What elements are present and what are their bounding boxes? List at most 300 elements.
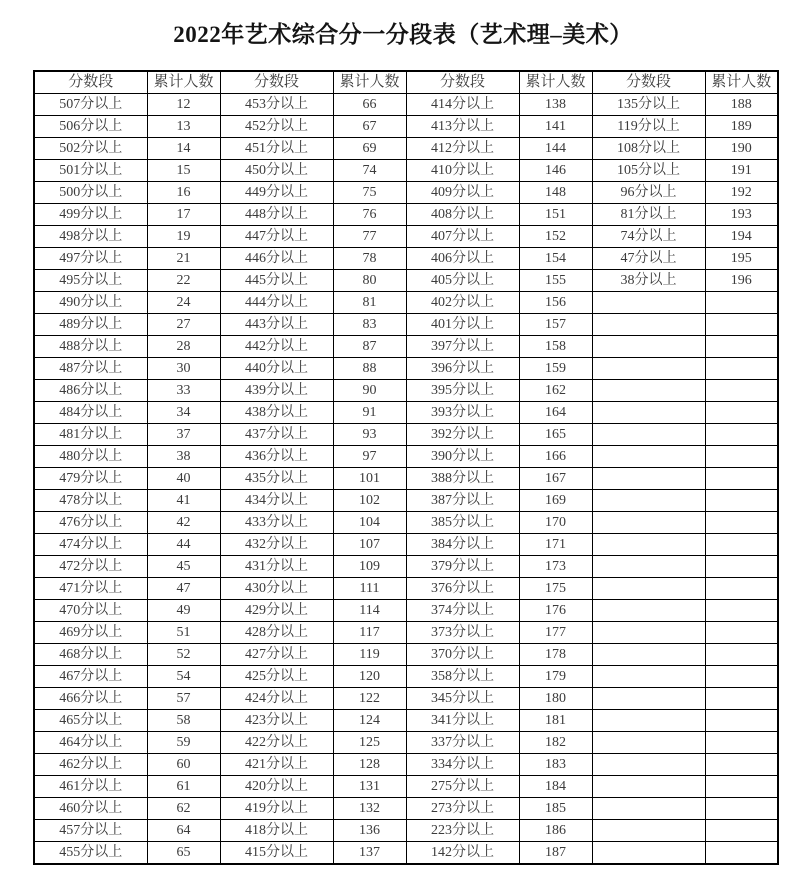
score-range-cell bbox=[592, 754, 705, 776]
score-range-cell: 47分以上 bbox=[592, 248, 705, 270]
score-range-cell: 484分以上 bbox=[34, 402, 147, 424]
cumulative-count-cell: 164 bbox=[519, 402, 592, 424]
cumulative-count-cell bbox=[705, 622, 778, 644]
score-range-cell: 374分以上 bbox=[406, 600, 519, 622]
table-row bbox=[34, 270, 778, 292]
score-range-cell: 388分以上 bbox=[406, 468, 519, 490]
score-range-cell bbox=[592, 776, 705, 798]
header-row bbox=[34, 71, 778, 94]
score-range-cell bbox=[592, 710, 705, 732]
score-range-cell: 498分以上 bbox=[34, 226, 147, 248]
cumulative-count-cell: 78 bbox=[333, 248, 406, 270]
score-range-cell bbox=[592, 358, 705, 380]
score-range-cell: 407分以上 bbox=[406, 226, 519, 248]
cumulative-count-cell: 165 bbox=[519, 424, 592, 446]
score-range-cell: 384分以上 bbox=[406, 534, 519, 556]
cumulative-count-cell bbox=[705, 380, 778, 402]
score-range-cell: 421分以上 bbox=[220, 754, 333, 776]
cumulative-count-cell: 159 bbox=[519, 358, 592, 380]
score-range-cell: 436分以上 bbox=[220, 446, 333, 468]
score-range-cell: 481分以上 bbox=[34, 424, 147, 446]
table-row bbox=[34, 94, 778, 116]
score-range-cell: 448分以上 bbox=[220, 204, 333, 226]
score-distribution-table bbox=[33, 70, 779, 865]
table-row bbox=[34, 358, 778, 380]
score-range-cell: 468分以上 bbox=[34, 644, 147, 666]
cumulative-count-cell bbox=[705, 666, 778, 688]
cumulative-count-cell: 65 bbox=[147, 842, 220, 865]
cumulative-count-cell bbox=[705, 512, 778, 534]
score-range-cell: 412分以上 bbox=[406, 138, 519, 160]
score-range-cell: 457分以上 bbox=[34, 820, 147, 842]
score-range-cell: 439分以上 bbox=[220, 380, 333, 402]
score-range-cell: 385分以上 bbox=[406, 512, 519, 534]
score-range-cell bbox=[592, 292, 705, 314]
cumulative-count-cell: 80 bbox=[333, 270, 406, 292]
cumulative-count-cell: 27 bbox=[147, 314, 220, 336]
column-header-score-1: 分数段 bbox=[34, 71, 147, 94]
score-range-cell: 446分以上 bbox=[220, 248, 333, 270]
score-range-cell: 376分以上 bbox=[406, 578, 519, 600]
score-range-cell: 428分以上 bbox=[220, 622, 333, 644]
score-range-cell: 507分以上 bbox=[34, 94, 147, 116]
score-range-cell: 476分以上 bbox=[34, 512, 147, 534]
cumulative-count-cell: 87 bbox=[333, 336, 406, 358]
score-range-cell: 479分以上 bbox=[34, 468, 147, 490]
cumulative-count-cell: 162 bbox=[519, 380, 592, 402]
table-row bbox=[34, 710, 778, 732]
cumulative-count-cell: 14 bbox=[147, 138, 220, 160]
table-row bbox=[34, 534, 778, 556]
score-range-cell: 506分以上 bbox=[34, 116, 147, 138]
table-row bbox=[34, 336, 778, 358]
table-row bbox=[34, 248, 778, 270]
score-range-cell: 434分以上 bbox=[220, 490, 333, 512]
cumulative-count-cell: 182 bbox=[519, 732, 592, 754]
table-row bbox=[34, 292, 778, 314]
cumulative-count-cell: 67 bbox=[333, 116, 406, 138]
score-range-cell bbox=[592, 446, 705, 468]
score-range-cell: 419分以上 bbox=[220, 798, 333, 820]
cumulative-count-cell: 64 bbox=[147, 820, 220, 842]
score-range-cell: 390分以上 bbox=[406, 446, 519, 468]
cumulative-count-cell bbox=[705, 490, 778, 512]
cumulative-count-cell: 30 bbox=[147, 358, 220, 380]
table-row bbox=[34, 182, 778, 204]
score-range-cell: 396分以上 bbox=[406, 358, 519, 380]
cumulative-count-cell: 74 bbox=[333, 160, 406, 182]
cumulative-count-cell bbox=[705, 358, 778, 380]
cumulative-count-cell: 189 bbox=[705, 116, 778, 138]
cumulative-count-cell: 157 bbox=[519, 314, 592, 336]
table-row bbox=[34, 204, 778, 226]
score-range-cell: 444分以上 bbox=[220, 292, 333, 314]
score-range-cell: 455分以上 bbox=[34, 842, 147, 865]
score-range-cell: 486分以上 bbox=[34, 380, 147, 402]
cumulative-count-cell: 177 bbox=[519, 622, 592, 644]
score-range-cell: 462分以上 bbox=[34, 754, 147, 776]
score-range-cell bbox=[592, 534, 705, 556]
score-range-cell: 460分以上 bbox=[34, 798, 147, 820]
cumulative-count-cell: 77 bbox=[333, 226, 406, 248]
column-header-score-3: 分数段 bbox=[406, 71, 519, 94]
score-range-cell: 105分以上 bbox=[592, 160, 705, 182]
cumulative-count-cell: 158 bbox=[519, 336, 592, 358]
cumulative-count-cell bbox=[705, 468, 778, 490]
table-row bbox=[34, 380, 778, 402]
score-range-cell bbox=[592, 556, 705, 578]
cumulative-count-cell: 52 bbox=[147, 644, 220, 666]
score-range-cell: 467分以上 bbox=[34, 666, 147, 688]
column-header-count-1: 累计人数 bbox=[147, 71, 220, 94]
cumulative-count-cell: 156 bbox=[519, 292, 592, 314]
cumulative-count-cell: 47 bbox=[147, 578, 220, 600]
cumulative-count-cell bbox=[705, 710, 778, 732]
score-range-cell: 502分以上 bbox=[34, 138, 147, 160]
score-range-cell: 345分以上 bbox=[406, 688, 519, 710]
score-range-cell: 480分以上 bbox=[34, 446, 147, 468]
column-header-count-2: 累计人数 bbox=[333, 71, 406, 94]
cumulative-count-cell: 62 bbox=[147, 798, 220, 820]
cumulative-count-cell: 15 bbox=[147, 160, 220, 182]
score-range-cell bbox=[592, 380, 705, 402]
score-range-cell bbox=[592, 512, 705, 534]
cumulative-count-cell: 120 bbox=[333, 666, 406, 688]
score-range-cell: 409分以上 bbox=[406, 182, 519, 204]
score-range-cell: 447分以上 bbox=[220, 226, 333, 248]
table-row bbox=[34, 490, 778, 512]
score-range-cell: 397分以上 bbox=[406, 336, 519, 358]
score-range-cell: 471分以上 bbox=[34, 578, 147, 600]
cumulative-count-cell: 152 bbox=[519, 226, 592, 248]
score-range-cell: 431分以上 bbox=[220, 556, 333, 578]
cumulative-count-cell: 22 bbox=[147, 270, 220, 292]
score-range-cell: 413分以上 bbox=[406, 116, 519, 138]
score-range-cell: 423分以上 bbox=[220, 710, 333, 732]
score-range-cell: 440分以上 bbox=[220, 358, 333, 380]
cumulative-count-cell: 24 bbox=[147, 292, 220, 314]
cumulative-count-cell: 188 bbox=[705, 94, 778, 116]
table-row bbox=[34, 798, 778, 820]
score-range-cell: 430分以上 bbox=[220, 578, 333, 600]
cumulative-count-cell: 66 bbox=[333, 94, 406, 116]
cumulative-count-cell: 128 bbox=[333, 754, 406, 776]
score-range-cell: 445分以上 bbox=[220, 270, 333, 292]
score-range-cell: 433分以上 bbox=[220, 512, 333, 534]
column-header-count-3: 累计人数 bbox=[519, 71, 592, 94]
cumulative-count-cell: 169 bbox=[519, 490, 592, 512]
score-range-cell: 402分以上 bbox=[406, 292, 519, 314]
cumulative-count-cell bbox=[705, 842, 778, 865]
cumulative-count-cell bbox=[705, 644, 778, 666]
cumulative-count-cell: 148 bbox=[519, 182, 592, 204]
score-range-cell: 451分以上 bbox=[220, 138, 333, 160]
cumulative-count-cell: 49 bbox=[147, 600, 220, 622]
cumulative-count-cell: 187 bbox=[519, 842, 592, 865]
score-range-cell: 373分以上 bbox=[406, 622, 519, 644]
table-row bbox=[34, 754, 778, 776]
cumulative-count-cell: 170 bbox=[519, 512, 592, 534]
cumulative-count-cell: 109 bbox=[333, 556, 406, 578]
score-range-cell: 393分以上 bbox=[406, 402, 519, 424]
cumulative-count-cell: 114 bbox=[333, 600, 406, 622]
cumulative-count-cell: 175 bbox=[519, 578, 592, 600]
score-range-cell bbox=[592, 688, 705, 710]
score-range-cell: 414分以上 bbox=[406, 94, 519, 116]
cumulative-count-cell: 138 bbox=[519, 94, 592, 116]
table-row bbox=[34, 842, 778, 865]
table-row bbox=[34, 666, 778, 688]
table-row bbox=[34, 424, 778, 446]
cumulative-count-cell bbox=[705, 402, 778, 424]
table-row bbox=[34, 578, 778, 600]
cumulative-count-cell: 83 bbox=[333, 314, 406, 336]
score-range-cell: 370分以上 bbox=[406, 644, 519, 666]
cumulative-count-cell: 141 bbox=[519, 116, 592, 138]
score-range-cell: 223分以上 bbox=[406, 820, 519, 842]
score-range-cell: 142分以上 bbox=[406, 842, 519, 865]
cumulative-count-cell: 58 bbox=[147, 710, 220, 732]
cumulative-count-cell: 146 bbox=[519, 160, 592, 182]
score-range-cell bbox=[592, 820, 705, 842]
score-range-cell: 432分以上 bbox=[220, 534, 333, 556]
cumulative-count-cell: 119 bbox=[333, 644, 406, 666]
cumulative-count-cell: 154 bbox=[519, 248, 592, 270]
score-range-cell: 424分以上 bbox=[220, 688, 333, 710]
score-range-cell: 135分以上 bbox=[592, 94, 705, 116]
score-range-cell: 435分以上 bbox=[220, 468, 333, 490]
score-range-cell: 497分以上 bbox=[34, 248, 147, 270]
cumulative-count-cell: 192 bbox=[705, 182, 778, 204]
cumulative-count-cell: 59 bbox=[147, 732, 220, 754]
cumulative-count-cell: 191 bbox=[705, 160, 778, 182]
score-range-cell bbox=[592, 622, 705, 644]
table-row bbox=[34, 402, 778, 424]
cumulative-count-cell bbox=[705, 820, 778, 842]
table-row bbox=[34, 556, 778, 578]
score-range-cell: 408分以上 bbox=[406, 204, 519, 226]
cumulative-count-cell: 124 bbox=[333, 710, 406, 732]
score-range-cell: 466分以上 bbox=[34, 688, 147, 710]
cumulative-count-cell: 45 bbox=[147, 556, 220, 578]
cumulative-count-cell: 181 bbox=[519, 710, 592, 732]
cumulative-count-cell: 131 bbox=[333, 776, 406, 798]
cumulative-count-cell: 173 bbox=[519, 556, 592, 578]
cumulative-count-cell: 132 bbox=[333, 798, 406, 820]
cumulative-count-cell: 37 bbox=[147, 424, 220, 446]
cumulative-count-cell bbox=[705, 534, 778, 556]
cumulative-count-cell: 51 bbox=[147, 622, 220, 644]
cumulative-count-cell: 111 bbox=[333, 578, 406, 600]
cumulative-count-cell: 176 bbox=[519, 600, 592, 622]
cumulative-count-cell: 136 bbox=[333, 820, 406, 842]
cumulative-count-cell: 107 bbox=[333, 534, 406, 556]
table-row bbox=[34, 160, 778, 182]
score-range-cell: 38分以上 bbox=[592, 270, 705, 292]
table-row bbox=[34, 226, 778, 248]
score-range-cell: 96分以上 bbox=[592, 182, 705, 204]
score-range-cell: 438分以上 bbox=[220, 402, 333, 424]
cumulative-count-cell: 117 bbox=[333, 622, 406, 644]
score-range-cell bbox=[592, 424, 705, 446]
column-header-count-4: 累计人数 bbox=[705, 71, 778, 94]
cumulative-count-cell: 13 bbox=[147, 116, 220, 138]
score-range-cell: 74分以上 bbox=[592, 226, 705, 248]
score-range-cell: 425分以上 bbox=[220, 666, 333, 688]
cumulative-count-cell: 122 bbox=[333, 688, 406, 710]
score-range-cell: 487分以上 bbox=[34, 358, 147, 380]
table-row bbox=[34, 468, 778, 490]
score-range-cell bbox=[592, 798, 705, 820]
score-range-cell: 429分以上 bbox=[220, 600, 333, 622]
cumulative-count-cell: 90 bbox=[333, 380, 406, 402]
table-row bbox=[34, 688, 778, 710]
score-range-cell: 119分以上 bbox=[592, 116, 705, 138]
cumulative-count-cell: 180 bbox=[519, 688, 592, 710]
cumulative-count-cell: 155 bbox=[519, 270, 592, 292]
score-range-cell bbox=[592, 468, 705, 490]
table-row bbox=[34, 138, 778, 160]
score-range-cell: 472分以上 bbox=[34, 556, 147, 578]
cumulative-count-cell: 76 bbox=[333, 204, 406, 226]
cumulative-count-cell: 93 bbox=[333, 424, 406, 446]
score-range-cell: 452分以上 bbox=[220, 116, 333, 138]
score-range-cell: 420分以上 bbox=[220, 776, 333, 798]
cumulative-count-cell: 137 bbox=[333, 842, 406, 865]
cumulative-count-cell bbox=[705, 600, 778, 622]
cumulative-count-cell: 42 bbox=[147, 512, 220, 534]
score-range-cell bbox=[592, 490, 705, 512]
cumulative-count-cell bbox=[705, 424, 778, 446]
score-range-cell: 273分以上 bbox=[406, 798, 519, 820]
cumulative-count-cell: 190 bbox=[705, 138, 778, 160]
cumulative-count-cell: 21 bbox=[147, 248, 220, 270]
table-row bbox=[34, 622, 778, 644]
score-range-cell: 392分以上 bbox=[406, 424, 519, 446]
score-range-cell: 469分以上 bbox=[34, 622, 147, 644]
cumulative-count-cell: 75 bbox=[333, 182, 406, 204]
cumulative-count-cell: 185 bbox=[519, 798, 592, 820]
score-range-cell bbox=[592, 336, 705, 358]
table-row bbox=[34, 600, 778, 622]
score-range-cell bbox=[592, 732, 705, 754]
score-range-cell: 442分以上 bbox=[220, 336, 333, 358]
cumulative-count-cell bbox=[705, 578, 778, 600]
score-range-cell: 401分以上 bbox=[406, 314, 519, 336]
score-range-cell: 465分以上 bbox=[34, 710, 147, 732]
score-range-cell: 449分以上 bbox=[220, 182, 333, 204]
cumulative-count-cell bbox=[705, 688, 778, 710]
score-range-cell: 341分以上 bbox=[406, 710, 519, 732]
score-range-cell: 470分以上 bbox=[34, 600, 147, 622]
cumulative-count-cell: 91 bbox=[333, 402, 406, 424]
table-row bbox=[34, 116, 778, 138]
cumulative-count-cell bbox=[705, 336, 778, 358]
cumulative-count-cell: 194 bbox=[705, 226, 778, 248]
cumulative-count-cell: 41 bbox=[147, 490, 220, 512]
cumulative-count-cell: 57 bbox=[147, 688, 220, 710]
score-range-cell: 405分以上 bbox=[406, 270, 519, 292]
column-header-score-4: 分数段 bbox=[592, 71, 705, 94]
score-range-cell: 395分以上 bbox=[406, 380, 519, 402]
score-range-cell: 81分以上 bbox=[592, 204, 705, 226]
score-range-cell: 489分以上 bbox=[34, 314, 147, 336]
page-title: 2022年艺术综合分一分段表（艺术理–美术） bbox=[173, 22, 633, 47]
cumulative-count-cell: 125 bbox=[333, 732, 406, 754]
table-row bbox=[34, 732, 778, 754]
table-row bbox=[34, 644, 778, 666]
cumulative-count-cell: 34 bbox=[147, 402, 220, 424]
column-header-score-2: 分数段 bbox=[220, 71, 333, 94]
score-range-cell: 453分以上 bbox=[220, 94, 333, 116]
score-range-cell: 437分以上 bbox=[220, 424, 333, 446]
cumulative-count-cell: 54 bbox=[147, 666, 220, 688]
score-range-cell: 427分以上 bbox=[220, 644, 333, 666]
score-range-cell: 379分以上 bbox=[406, 556, 519, 578]
cumulative-count-cell: 17 bbox=[147, 204, 220, 226]
cumulative-count-cell: 195 bbox=[705, 248, 778, 270]
cumulative-count-cell: 16 bbox=[147, 182, 220, 204]
cumulative-count-cell: 144 bbox=[519, 138, 592, 160]
cumulative-count-cell: 69 bbox=[333, 138, 406, 160]
cumulative-count-cell: 61 bbox=[147, 776, 220, 798]
score-range-cell: 474分以上 bbox=[34, 534, 147, 556]
cumulative-count-cell: 44 bbox=[147, 534, 220, 556]
cumulative-count-cell bbox=[705, 556, 778, 578]
cumulative-count-cell: 151 bbox=[519, 204, 592, 226]
cumulative-count-cell bbox=[705, 292, 778, 314]
score-range-cell bbox=[592, 666, 705, 688]
score-range-cell: 490分以上 bbox=[34, 292, 147, 314]
score-range-cell: 461分以上 bbox=[34, 776, 147, 798]
table-row bbox=[34, 820, 778, 842]
cumulative-count-cell: 88 bbox=[333, 358, 406, 380]
score-range-cell: 422分以上 bbox=[220, 732, 333, 754]
score-range-cell: 418分以上 bbox=[220, 820, 333, 842]
cumulative-count-cell: 178 bbox=[519, 644, 592, 666]
score-range-cell bbox=[592, 578, 705, 600]
cumulative-count-cell: 101 bbox=[333, 468, 406, 490]
score-range-cell: 406分以上 bbox=[406, 248, 519, 270]
cumulative-count-cell bbox=[705, 776, 778, 798]
score-range-cell: 337分以上 bbox=[406, 732, 519, 754]
cumulative-count-cell: 28 bbox=[147, 336, 220, 358]
score-range-cell: 334分以上 bbox=[406, 754, 519, 776]
table-row bbox=[34, 512, 778, 534]
score-range-cell: 387分以上 bbox=[406, 490, 519, 512]
cumulative-count-cell: 171 bbox=[519, 534, 592, 556]
cumulative-count-cell: 179 bbox=[519, 666, 592, 688]
table-row bbox=[34, 776, 778, 798]
cumulative-count-cell: 60 bbox=[147, 754, 220, 776]
cumulative-count-cell: 81 bbox=[333, 292, 406, 314]
cumulative-count-cell: 38 bbox=[147, 446, 220, 468]
cumulative-count-cell: 40 bbox=[147, 468, 220, 490]
score-range-cell: 495分以上 bbox=[34, 270, 147, 292]
score-range-cell bbox=[592, 644, 705, 666]
score-range-cell: 450分以上 bbox=[220, 160, 333, 182]
score-range-cell: 501分以上 bbox=[34, 160, 147, 182]
cumulative-count-cell: 166 bbox=[519, 446, 592, 468]
score-range-cell: 275分以上 bbox=[406, 776, 519, 798]
table-body bbox=[34, 94, 778, 865]
cumulative-count-cell bbox=[705, 798, 778, 820]
score-range-cell bbox=[592, 600, 705, 622]
score-range-cell: 108分以上 bbox=[592, 138, 705, 160]
score-range-cell: 443分以上 bbox=[220, 314, 333, 336]
score-range-cell: 464分以上 bbox=[34, 732, 147, 754]
score-range-cell bbox=[592, 842, 705, 865]
